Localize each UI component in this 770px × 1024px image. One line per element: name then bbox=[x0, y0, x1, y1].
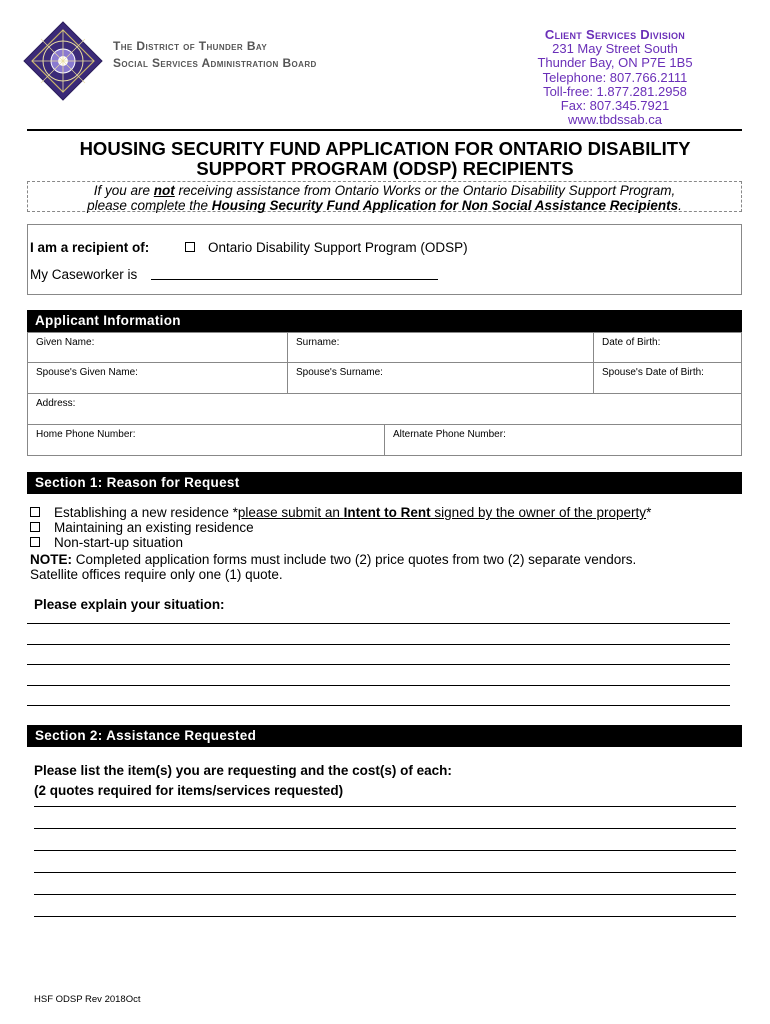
contact-block bbox=[510, 28, 720, 127]
org-line2: Social Services Administration Board bbox=[113, 56, 317, 70]
page-title bbox=[20, 139, 750, 179]
new-residence-label: Establishing a new residence * bbox=[54, 505, 238, 520]
recipient-label: I am a recipient of: bbox=[30, 240, 150, 255]
existing-residence-label: Maintaining an existing residence bbox=[54, 520, 254, 535]
items-line[interactable] bbox=[34, 872, 736, 873]
alt-phone-field[interactable] bbox=[384, 424, 742, 456]
header-divider bbox=[27, 129, 742, 131]
address-line1: 231 May Street South bbox=[552, 41, 678, 57]
explain-label: Please explain your situation: bbox=[34, 597, 225, 612]
notice-text: please complete the bbox=[87, 198, 212, 213]
address-line2: Thunder Bay, ON P7E 1B5 bbox=[537, 55, 693, 71]
explain-line[interactable] bbox=[27, 644, 730, 645]
odsp-option-label: Ontario Disability Support Program (ODSP) bbox=[208, 240, 468, 255]
title-line1: HOUSING SECURITY FUND APPLICATION FOR ONTARIO DISABILITY bbox=[79, 138, 691, 159]
telephone: Telephone: 807.766.2111 bbox=[542, 69, 688, 85]
toll-free: Toll-free: 1.877.281.2958 bbox=[543, 83, 687, 99]
section1-header: Section 1: Reason for Request bbox=[27, 472, 742, 494]
reason-new-residence bbox=[30, 505, 745, 520]
odsp-checkbox[interactable] bbox=[185, 242, 195, 252]
reason-existing-residence bbox=[30, 520, 254, 535]
dob-field[interactable] bbox=[593, 332, 742, 363]
explain-line[interactable] bbox=[27, 623, 730, 624]
items-prompt-line1: Please list the item(s) you are requesting and the cost(s) of each: bbox=[34, 763, 452, 778]
home-phone-label: Home Phone Number: bbox=[36, 429, 136, 440]
items-line[interactable] bbox=[34, 806, 736, 807]
caseworker-label: My Caseworker is bbox=[30, 267, 138, 282]
items-line[interactable] bbox=[34, 894, 736, 895]
intent-note-end: signed by the owner of the property bbox=[430, 505, 647, 520]
explain-line[interactable] bbox=[27, 664, 730, 665]
spouse-dob-label: Spouse's Date of Birth: bbox=[602, 367, 704, 378]
explain-line[interactable] bbox=[27, 685, 730, 686]
organization-name bbox=[113, 38, 317, 72]
division-name: Client Services Division bbox=[544, 27, 686, 42]
alt-phone-label: Alternate Phone Number: bbox=[393, 429, 506, 440]
notice-box bbox=[27, 181, 742, 212]
explain-line[interactable] bbox=[27, 705, 730, 706]
quote-note bbox=[30, 552, 750, 582]
items-line[interactable] bbox=[34, 828, 736, 829]
note-label: NOTE: bbox=[30, 552, 72, 567]
spouse-surname-label: Spouse's Surname: bbox=[296, 367, 383, 378]
spouse-surname-field[interactable] bbox=[287, 362, 594, 394]
org-line1: The District of Thunder Bay bbox=[113, 39, 268, 53]
non-start-up-checkbox[interactable] bbox=[30, 537, 40, 547]
note-text: Completed application forms must include two (2) price quotes from two (2) separate vendors. bbox=[72, 552, 637, 567]
website-link[interactable]: www.tbdssab.ca bbox=[568, 112, 662, 128]
items-line[interactable] bbox=[34, 850, 736, 851]
notice-text: If you are bbox=[93, 183, 154, 198]
intent-to-rent-label: Intent to Rent bbox=[343, 505, 431, 520]
notice-emphasis: not bbox=[153, 183, 175, 198]
items-line[interactable] bbox=[34, 916, 736, 917]
dob-label: Date of Birth: bbox=[602, 337, 661, 348]
title-line2: SUPPORT PROGRAM (ODSP) RECIPIENTS bbox=[196, 158, 574, 179]
applicant-info-header: Applicant Information bbox=[27, 310, 742, 332]
home-phone-field[interactable] bbox=[27, 424, 385, 456]
notice-text: receiving assistance from Ontario Works or the Ontario Disability Support Program, bbox=[174, 183, 676, 198]
new-residence-checkbox[interactable] bbox=[30, 507, 40, 517]
given-name-field[interactable] bbox=[27, 332, 288, 363]
surname-label: Surname: bbox=[296, 337, 340, 348]
asterisk: * bbox=[646, 505, 652, 520]
non-start-up-label: Non-start-up situation bbox=[54, 535, 184, 550]
tbdssab-logo bbox=[22, 20, 104, 102]
notice-form-name: Housing Security Fund Application for Non Social Assistance Recipients bbox=[211, 198, 679, 213]
form-revision: HSF ODSP Rev 2018Oct bbox=[34, 994, 141, 1005]
given-name-label: Given Name: bbox=[36, 337, 95, 348]
items-prompt-line2: (2 quotes required for items/services requested) bbox=[34, 783, 344, 798]
notice-text: . bbox=[678, 198, 682, 213]
spouse-given-label: Spouse's Given Name: bbox=[36, 367, 138, 378]
existing-residence-checkbox[interactable] bbox=[30, 522, 40, 532]
intent-note: please submit an bbox=[237, 505, 344, 520]
surname-field[interactable] bbox=[287, 332, 594, 363]
address-field[interactable] bbox=[27, 393, 742, 425]
spouse-dob-field[interactable] bbox=[593, 362, 742, 394]
fax: Fax: 807.345.7921 bbox=[560, 98, 670, 114]
section2-header: Section 2: Assistance Requested bbox=[27, 725, 742, 747]
recipient-box bbox=[27, 224, 742, 295]
address-label: Address: bbox=[36, 398, 76, 409]
reason-non-start-up bbox=[30, 535, 183, 550]
caseworker-field[interactable] bbox=[151, 279, 438, 280]
spouse-given-name-field[interactable] bbox=[27, 362, 288, 394]
note-text-2: Satellite offices require only one (1) quote. bbox=[30, 567, 283, 582]
items-prompt bbox=[34, 761, 452, 801]
